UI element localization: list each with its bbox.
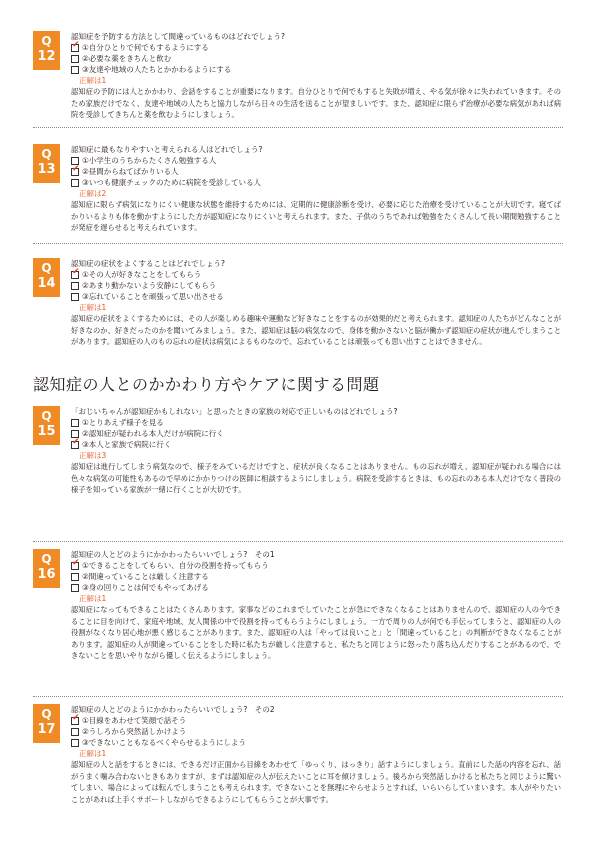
explanation-text: 認知症は進行してしまう病気なので、様子をみているだけですと、症状が良くなることはありません。もの忘れが増え、認知症が疑われる場合には色々な病気の可能性もあるので早めにかかりつけの医師に相談するようにしましょう。病院を受診するときは、もの忘れのある本人だけでなく普段の様子を知っている家族が一緒に行くことが大切です。	[71, 462, 561, 494]
q-letter: Q	[41, 552, 52, 566]
option-2[interactable]	[71, 280, 561, 291]
option-label: ③できないこともなるべくやらせるようにしよう	[82, 738, 246, 747]
option-1[interactable]	[71, 39, 561, 53]
question-content	[71, 258, 561, 348]
explanation-text: 認知症の予防には人とかかわり、会話をすることが重要になります。自分ひとりで何でもすると失敗が増え、やる気が徐々に失われていきます。そのため家族だけでなく、友達や地域の人たちと協力しながら日々の生活を送ることが望ましいです。また、認知症に限らず治療が必要な病気があれば病院を受診してきちんと薬を飲むようにしましょう。	[71, 87, 561, 119]
option-3[interactable]	[71, 582, 561, 593]
option-label: ①目線をあわせて笑顔で話そう	[82, 716, 187, 725]
explanation-text: 認知症になってもできることはたくさんあります。家事などのこれまでしていたことが急にできなくなることはありませんので、認知症の人の今できることに目を向けて、家庭や地域、友人関係の中で役割を持ってもらうようにしましょう。一方で周りの人が何でも手伝ってしまうと、認知症の人の役割がなくなり居心地が悪く感じることがあります。また、認知症の人は「やっては良いこと」と「間違っていること」の判断ができなくなることがあります。認知症の人が間違っていることをした時に私たちが厳しく注意すると、私たちと同じように怒ったり落ち込んだりすることがあるので、できないことを思いやりながら優しく伝えるようにしましょう。	[71, 605, 561, 660]
option-label: ①できることをしてもらい、自分の役割を持ってもらう	[82, 561, 269, 570]
question-number-tab	[33, 31, 60, 70]
option-2[interactable]	[71, 571, 561, 582]
q-letter: Q	[41, 34, 52, 48]
option-label: ③友達や地域の人たちとかかわるようにする	[82, 65, 232, 74]
divider	[33, 127, 563, 128]
explanation-text: 認知症に限らず病気になりにくい健康な状態を維持するためには、定期的に健康診断を受け、必要に応じた治療を受けていることが大切です。寝てばかりいるよりも体を動かすようにした方が認知症になりにくいと考えられます。また、子供のうちであれば勉強をたくさんして長い期間勉強することが発症を遅らせると考えられています。	[71, 200, 561, 232]
option-label: ②うしろから突然話しかけよう	[82, 727, 187, 736]
question-content	[71, 406, 561, 496]
option-1[interactable]	[71, 712, 561, 726]
checked-checkbox-icon[interactable]: ✔	[72, 266, 80, 277]
q-letter: Q	[41, 147, 52, 161]
question-text: 認知症の症状をよくすることはどれでしょう?	[71, 259, 225, 268]
checkbox-icon[interactable]	[71, 282, 79, 290]
question-number: 15	[37, 424, 56, 439]
checked-checkbox-icon[interactable]: ✔	[72, 712, 80, 723]
option-label: ③忘れていることを頑張って思い出させる	[82, 292, 224, 301]
divider	[33, 243, 563, 244]
answer-text: 正解は1	[79, 303, 107, 312]
section-title: 認知症の人とのかかわり方やケアに関する問題	[33, 375, 380, 394]
explanation-text: 認知症の症状をよくするためには、その人が楽しめる趣味や運動など好きなことをするのが効果的だと考えられます。認知症の人たちがどんなことが好きなのか、好きだったのかを聞いてみましょう。また、認知症は脳の病気なので、身体を動かさないと脳が働かず認知症の症状が進んでしまうことがあります。認知症の人のもの忘れの症状は病気によるものなので、忘れていることは頑張っても思い出すことはできません。	[71, 314, 561, 346]
question-content	[71, 704, 561, 805]
option-label: ②必要な薬をきちんと飲む	[82, 54, 172, 63]
question-number-tab	[33, 704, 60, 743]
option-label: ③身の回りことは何でもやってあげる	[82, 583, 209, 592]
q-letter: Q	[41, 707, 52, 721]
option-label: ③本人と家族で病院に行く	[82, 440, 172, 449]
option-1[interactable]	[71, 266, 561, 280]
option-label: ①とりあえず様子を見る	[82, 418, 164, 427]
option-label: ②あまり動かないよう安静にしてもらう	[82, 281, 217, 290]
answer-text: 正解は1	[79, 749, 107, 758]
checkbox-icon[interactable]	[71, 179, 79, 187]
checkbox-icon[interactable]	[71, 66, 79, 74]
question-text: 認知症を予防する方法として間違っているものはどれでしょう?	[71, 32, 285, 41]
divider	[33, 541, 563, 542]
explanation-text: 認知症の人と話をするときには、できるだけ正面から目線をあわせて「ゆっくり、はっきり」話すようにしましょう。直前にした話の内容を忘れ、話がうまく噛み合わないときもありますが、まずは認知症の人が伝えたいことに耳を傾けましょう。後ろから突然話しかけると私たちと同じように驚いてしまい、場合によっては転んでしまうことも考えられます。できないことを無理にやらせようとすれば、いらいらしていまいます。本人がやりたいことがあれば上手くサポートしながらできるようにしてもらうことが大事です。	[71, 760, 561, 804]
checked-checkbox-icon[interactable]: ✔	[72, 163, 80, 174]
option-2[interactable]	[71, 726, 561, 737]
question-number: 17	[37, 722, 56, 737]
question-text: 認知症の人とどのようにかかわったらいいでしょう? その2	[71, 705, 275, 714]
checkbox-icon[interactable]	[71, 584, 79, 592]
question-number-tab	[33, 258, 60, 297]
option-label: ①小学生のうちからたくさん勉強する人	[82, 156, 217, 165]
question-number: 16	[37, 567, 56, 582]
question-number: 13	[37, 162, 56, 177]
answer-text: 正解は2	[79, 189, 107, 198]
option-2[interactable]	[71, 53, 561, 64]
option-2[interactable]	[71, 163, 561, 177]
option-1[interactable]	[71, 417, 561, 428]
question-number: 14	[37, 276, 56, 291]
option-1[interactable]	[71, 557, 561, 571]
question-content	[71, 144, 561, 234]
question-text: 「おじいちゃんが認知症かもしれない」と思ったときの家族の対応で正しいものはどれでしょう?	[71, 407, 398, 416]
checkbox-icon[interactable]	[71, 739, 79, 747]
answer-text: 正解は1	[79, 76, 107, 85]
question-number-tab	[33, 406, 60, 445]
option-3[interactable]	[71, 177, 561, 188]
checked-checkbox-icon[interactable]: ✔	[72, 557, 80, 568]
question-number-tab	[33, 549, 60, 588]
answer-text: 正解は1	[79, 594, 107, 603]
checkbox-icon[interactable]	[71, 55, 79, 63]
option-3[interactable]	[71, 436, 561, 450]
option-label: ②認知症が疑われる本人だけが病院に行く	[82, 429, 224, 438]
question-number-tab	[33, 144, 60, 183]
option-1[interactable]	[71, 155, 561, 166]
checkbox-icon[interactable]	[71, 419, 79, 427]
question-number: 12	[37, 49, 56, 64]
option-3[interactable]	[71, 291, 561, 302]
question-content	[71, 549, 561, 662]
checked-checkbox-icon[interactable]: ✔	[72, 39, 80, 50]
checkbox-icon[interactable]	[71, 293, 79, 301]
option-3[interactable]	[71, 737, 561, 748]
checkbox-icon[interactable]	[71, 728, 79, 736]
question-text: 認知症に最もなりやすいと考えられる人はどれでしょう?	[71, 145, 263, 154]
question-text: 認知症の人とどのようにかかわったらいいでしょう? その1	[71, 550, 275, 559]
question-content	[71, 31, 561, 121]
q-letter: Q	[41, 409, 52, 423]
option-label: ②昼間からねてばかりいる人	[82, 167, 179, 176]
divider	[33, 696, 563, 697]
option-label: ①その人が好きなことをしてもらう	[82, 270, 202, 279]
answer-text: 正解は3	[79, 451, 107, 460]
checked-checkbox-icon[interactable]: ✔	[72, 436, 80, 447]
option-label: ①自分ひとりで何でもするようにする	[82, 43, 209, 52]
option-2[interactable]	[71, 428, 561, 439]
q-letter: Q	[41, 261, 52, 275]
option-label: ③いつも健康チェックのために病院を受診している人	[82, 178, 261, 187]
checkbox-icon[interactable]	[71, 573, 79, 581]
option-3[interactable]	[71, 64, 561, 75]
option-label: ②間違っていることは厳しく注意する	[82, 572, 209, 581]
